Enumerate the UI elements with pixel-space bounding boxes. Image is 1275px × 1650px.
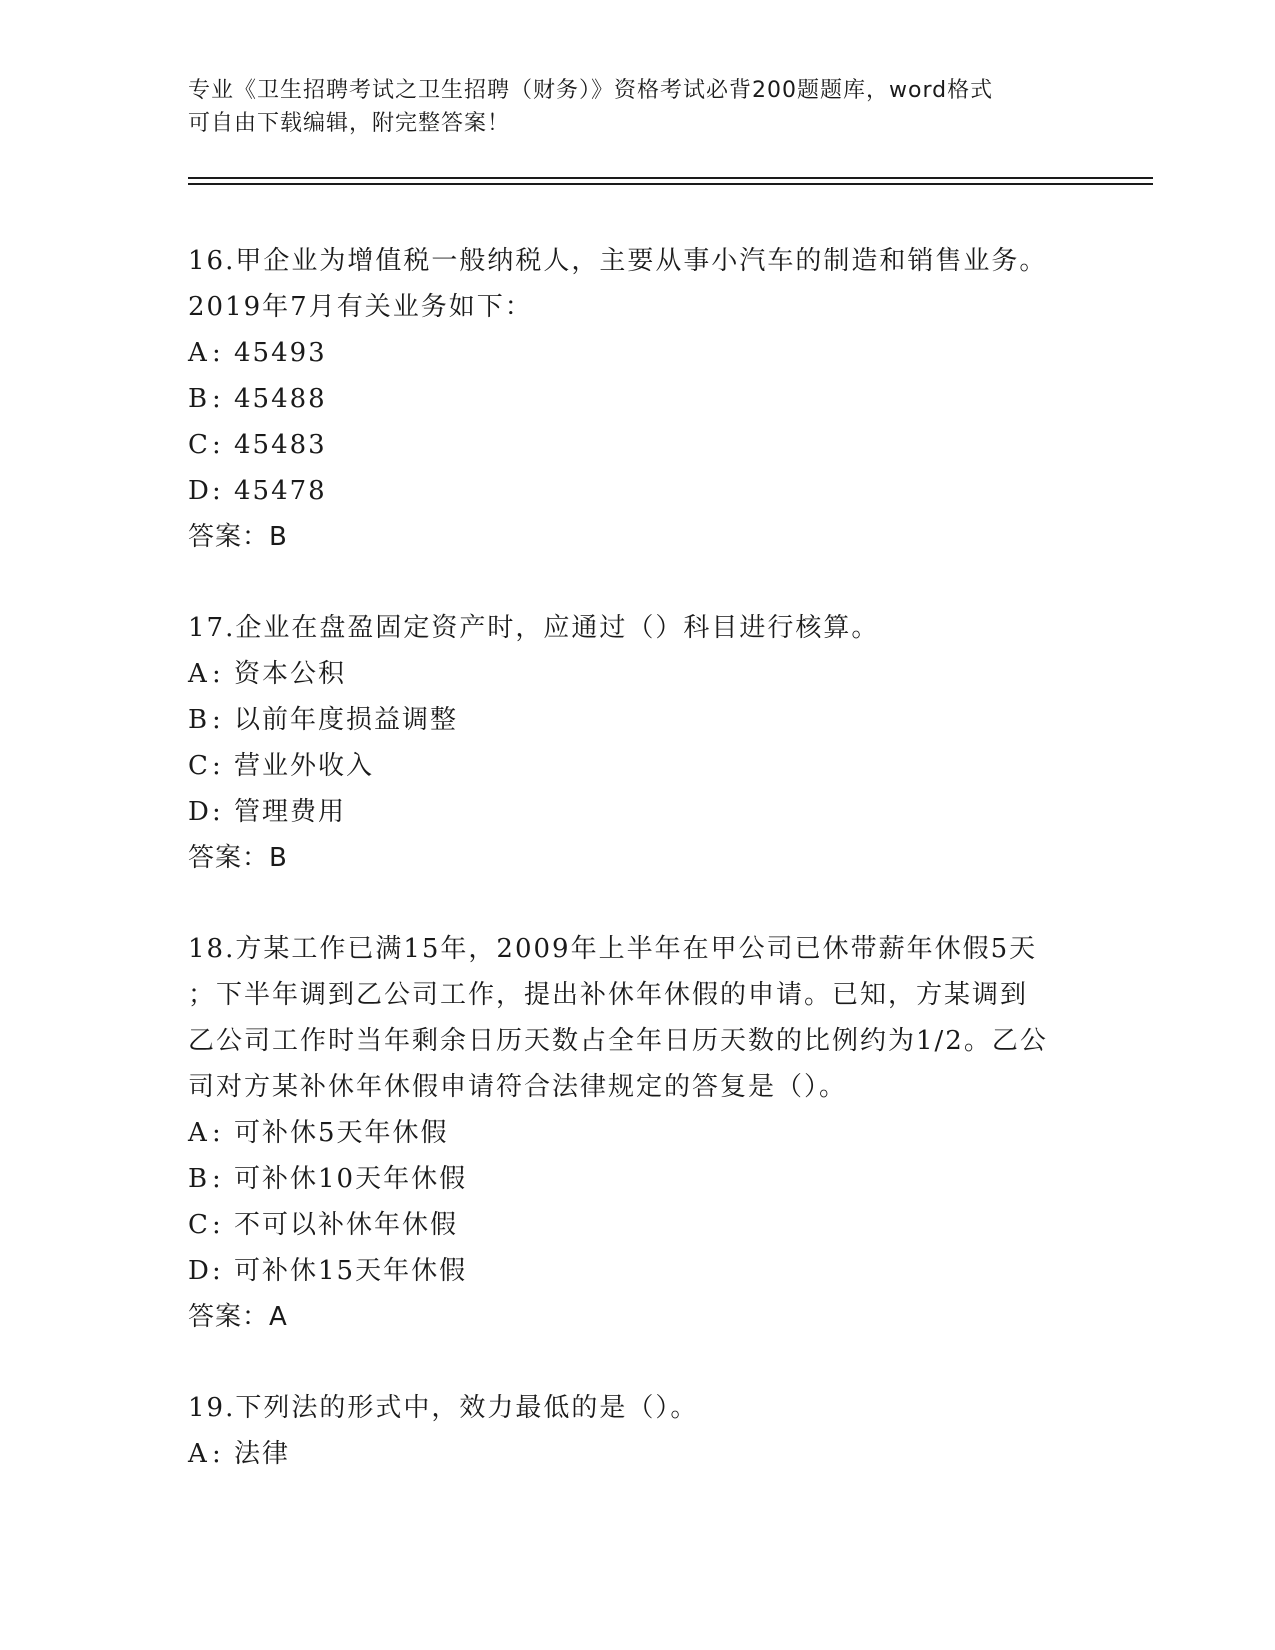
answer-line bbox=[188, 514, 1088, 560]
option-separator: : bbox=[212, 1118, 223, 1148]
question-stem-line: 17.企业在盘盈固定资产时，应通过（）科目进行核算。 bbox=[188, 613, 880, 643]
answer-option bbox=[188, 697, 1088, 743]
answer-option bbox=[188, 1431, 1088, 1477]
question-stem-line: 18.方某工作已满15年，2009年上半年在甲公司已休带薪年休假5天 bbox=[188, 934, 1038, 964]
option-separator: : bbox=[212, 659, 223, 689]
answer-value: A bbox=[269, 1302, 288, 1332]
answer-option bbox=[188, 376, 1088, 422]
option-separator: : bbox=[212, 751, 223, 781]
document-header bbox=[188, 74, 1088, 140]
answer-line bbox=[188, 835, 1088, 881]
question-block bbox=[188, 238, 1088, 560]
option-letter: A bbox=[188, 659, 209, 689]
answer-value: B bbox=[269, 522, 288, 552]
option-letter: A bbox=[188, 1118, 209, 1148]
question-stem-line: 16.甲企业为增值税一般纳税人，主要从事小汽车的制造和销售业务。 bbox=[188, 246, 1048, 276]
option-letter: B bbox=[188, 705, 210, 735]
option-separator: : bbox=[212, 476, 223, 506]
answer-line bbox=[188, 1294, 1088, 1340]
option-text: 营业外收入 bbox=[234, 751, 375, 781]
option-letter: B bbox=[188, 384, 210, 414]
option-separator: : bbox=[212, 1256, 223, 1286]
question-stem-line: 乙公司工作时当年剩余日历天数占全年日历天数的比例约为1/2。乙公 bbox=[188, 1026, 1048, 1056]
header-divider-top bbox=[188, 177, 1153, 179]
answer-option bbox=[188, 743, 1088, 789]
option-letter: C bbox=[188, 751, 210, 781]
option-text: 可补休5天年休假 bbox=[234, 1118, 449, 1148]
option-separator: : bbox=[212, 1164, 223, 1194]
answer-label: 答案： bbox=[188, 843, 270, 873]
option-text: 45483 bbox=[234, 430, 327, 460]
option-separator: : bbox=[212, 705, 223, 735]
answer-label: 答案： bbox=[188, 1302, 270, 1332]
option-text: 管理费用 bbox=[234, 797, 347, 827]
option-text: 45488 bbox=[234, 384, 327, 414]
question-block bbox=[188, 605, 1088, 881]
option-letter: C bbox=[188, 1210, 210, 1240]
option-separator: : bbox=[212, 430, 223, 460]
answer-option bbox=[188, 651, 1088, 697]
answer-option bbox=[188, 1202, 1088, 1248]
answer-option bbox=[188, 468, 1088, 514]
question-stem-line: 司对方某补休年休假申请符合法律规定的答复是（）。 bbox=[188, 1072, 848, 1102]
question-block bbox=[188, 926, 1088, 1340]
option-text: 以前年度损益调整 bbox=[234, 705, 459, 735]
question-stem-line: 2019年7月有关业务如下： bbox=[188, 292, 533, 322]
option-text: 可补休15天年休假 bbox=[234, 1256, 468, 1286]
option-separator: : bbox=[212, 797, 223, 827]
option-letter: B bbox=[188, 1164, 210, 1194]
header-line-1: 专业《卫生招聘考试之卫生招聘（财务）》资格考试必背200题题库，word格式 bbox=[188, 78, 994, 103]
option-separator: : bbox=[212, 1439, 223, 1469]
answer-option bbox=[188, 1156, 1088, 1202]
answer-option bbox=[188, 1248, 1088, 1294]
option-letter: D bbox=[188, 797, 211, 827]
question-stem-line: 19.下列法的形式中，效力最低的是（）。 bbox=[188, 1393, 699, 1423]
answer-label: 答案： bbox=[188, 522, 270, 552]
option-text: 资本公积 bbox=[234, 659, 347, 689]
option-text: 45493 bbox=[234, 338, 327, 368]
option-letter: D bbox=[188, 1256, 211, 1286]
answer-option bbox=[188, 1110, 1088, 1156]
header-line-2: 可自由下载编辑，附完整答案！ bbox=[188, 111, 511, 136]
option-letter: C bbox=[188, 430, 210, 460]
question-block bbox=[188, 1385, 1088, 1477]
header-divider-bottom bbox=[188, 183, 1153, 185]
question-stem-line: ；下半年调到乙公司工作，提出补休年休假的申请。已知，方某调到 bbox=[188, 980, 1029, 1010]
option-letter: A bbox=[188, 1439, 209, 1469]
answer-option bbox=[188, 330, 1088, 376]
option-letter: D bbox=[188, 476, 211, 506]
option-text: 法律 bbox=[234, 1439, 291, 1469]
answer-option bbox=[188, 789, 1088, 835]
option-text: 45478 bbox=[234, 476, 327, 506]
option-letter: A bbox=[188, 338, 209, 368]
answer-option bbox=[188, 422, 1088, 468]
option-separator: : bbox=[212, 384, 223, 414]
option-separator: : bbox=[212, 1210, 223, 1240]
option-separator: : bbox=[212, 338, 223, 368]
option-text: 可补休10天年休假 bbox=[234, 1164, 468, 1194]
option-text: 不可以补休年休假 bbox=[234, 1210, 459, 1240]
question-list bbox=[188, 238, 1088, 1522]
answer-value: B bbox=[269, 843, 288, 873]
